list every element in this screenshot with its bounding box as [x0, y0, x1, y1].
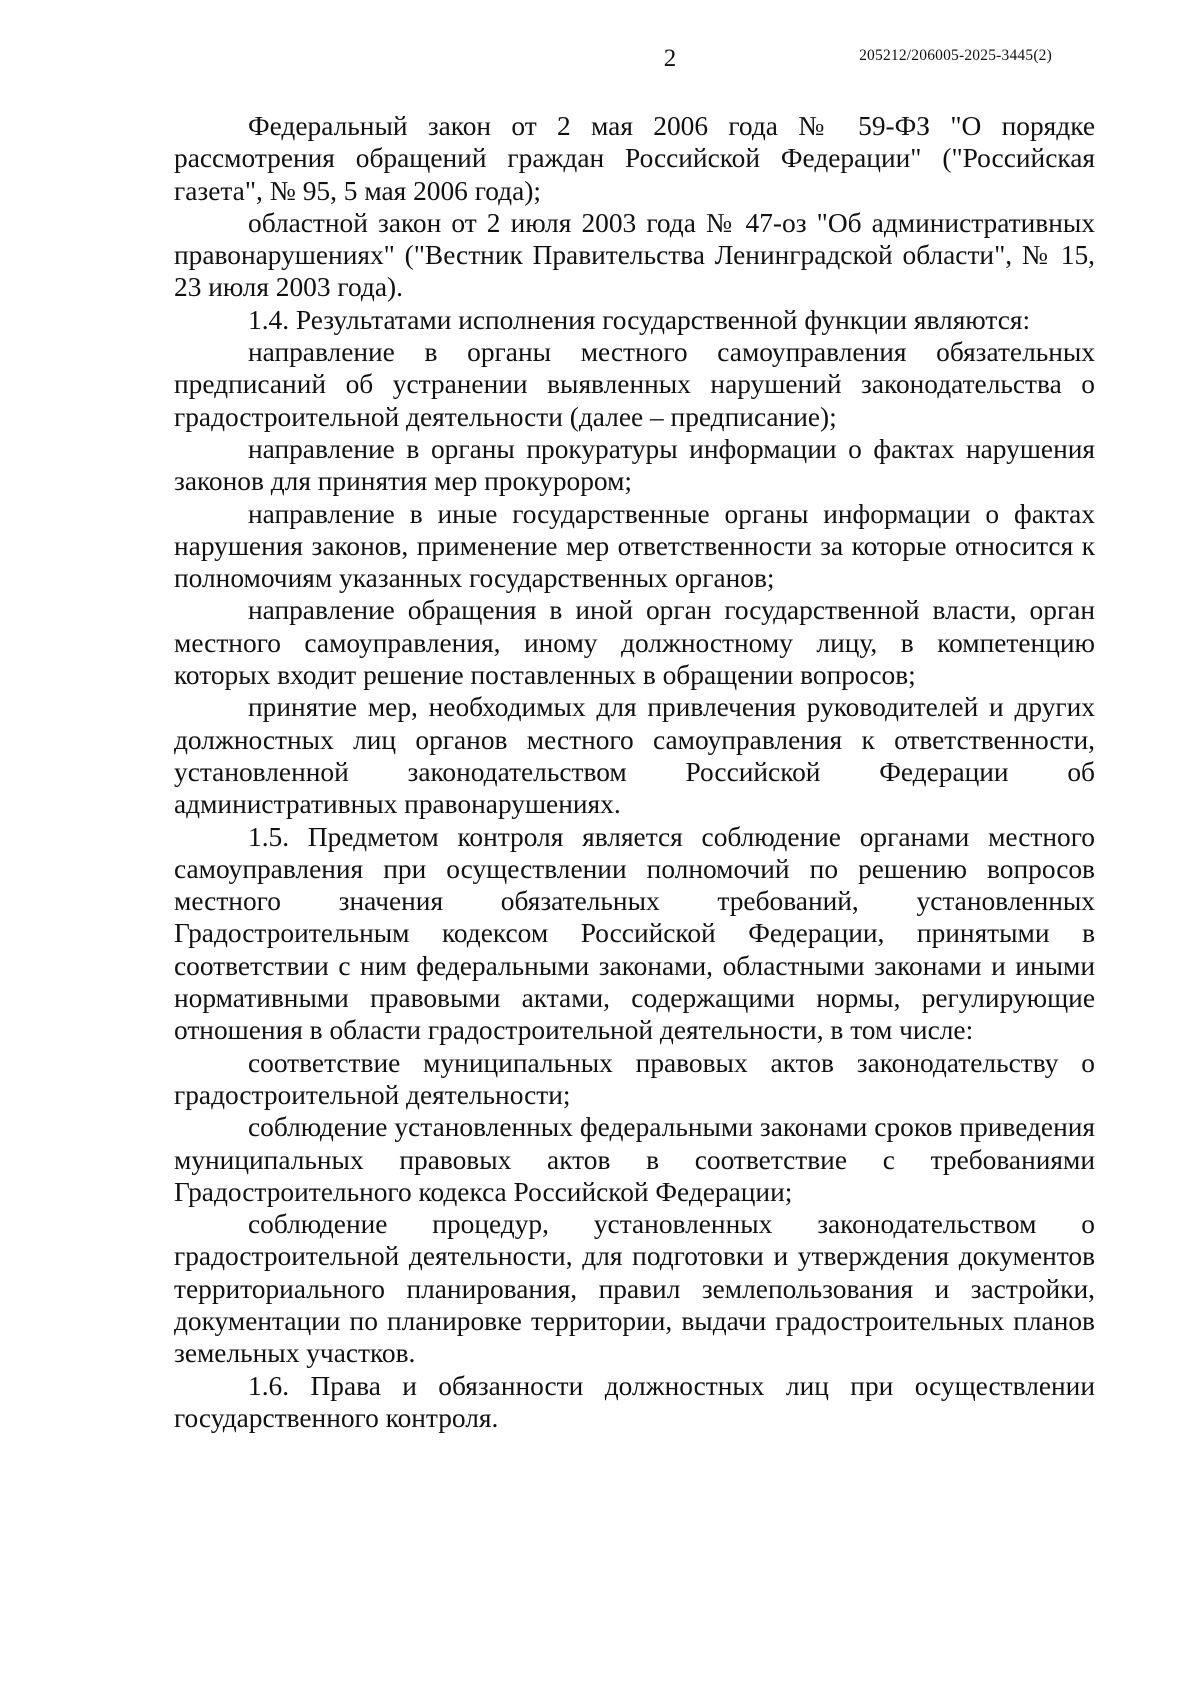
paragraph-section-1-4: 1.4. Результатами исполнения государственной функции являются:	[248, 304, 1031, 335]
paragraph-federal-law-59: Федеральный закон от 2 мая 2006 года № 59-ФЗ "О порядке рассмотрения обращений граждан Российской Федерации" ("Российская газета", № 95, 5 мая 2006 года);	[174, 111, 1095, 206]
paragraph-section-1-5: 1.5. Предметом контроля является соблюдение органами местного самоуправления при осуществлении полномочий по решению вопросов местного значения обязательных требований, установленных Градостроительным кодексом Российской Федерации, принятыми в соответствии с ним федеральными законами, областными законами и иными нормативными правовыми актами, содержащими нормы, регулирующие отношения в области градостроительной деятельности, в том числе:	[174, 821, 1095, 1046]
paragraph-section-1-6: 1.6. Права и обязанности должностных лиц при осуществлении государственного контроля.	[174, 1370, 1095, 1433]
paragraph-result-forwarding: направление обращения в иной орган государственной власти, орган местного самоуправления, иному должностному лицу, в компетенцию которых входит решение поставленных в обращении вопросов;	[174, 595, 1095, 691]
document-registration-number: 205212/206005-2025-3445(2)	[859, 47, 1052, 64]
document-body	[174, 110, 1095, 1434]
paragraph-compliance-deadlines: соблюдение установленных федеральными законами сроков приведения муниципальных правовых актов в соответствие с требованиями Градостроительного кодекса Российской Федерации;	[174, 1112, 1095, 1207]
paragraph-compliance-acts: соответствие муниципальных правовых актов законодательству о градостроительной деятельности;	[174, 1047, 1095, 1110]
page-number: 2	[663, 45, 677, 72]
paragraph-regional-law-47: областной закон от 2 июля 2003 года № 47-оз "Об административных правонарушениях" ("Вестник Правительства Ленинградской области", № 15, 23 июля 2003 года).	[174, 207, 1095, 303]
paragraph-result-prescriptions: направление в органы местного самоуправления обязательных предписаний об устранении выявленных нарушений законодательства о градостроительной деятельности (далее – предписание);	[174, 337, 1095, 432]
paragraph-result-prosecutor: направление в органы прокуратуры информации о фактах нарушения законов для принятия мер прокурором;	[174, 433, 1095, 497]
paragraph-result-liability: принятие мер, необходимых для привлечения руководителей и других должностных лиц органов местного самоуправления к ответственности, установленной законодательством Российской Федерации об административных правонарушениях.	[174, 692, 1095, 820]
paragraph-result-other-bodies: направление в иные государственные органы информации о фактах нарушения законов, применение мер ответственности за которые относится к полномочиям указанных государственных органов;	[174, 498, 1095, 594]
paragraph-compliance-procedures: соблюдение процедур, установленных законодательством о градостроительной деятельности, для подготовки и утверждения документов территориального планирования, правил землепользования и застройки, документации по планировке территории, выдачи градостроительных планов земельных участков.	[174, 1209, 1095, 1369]
